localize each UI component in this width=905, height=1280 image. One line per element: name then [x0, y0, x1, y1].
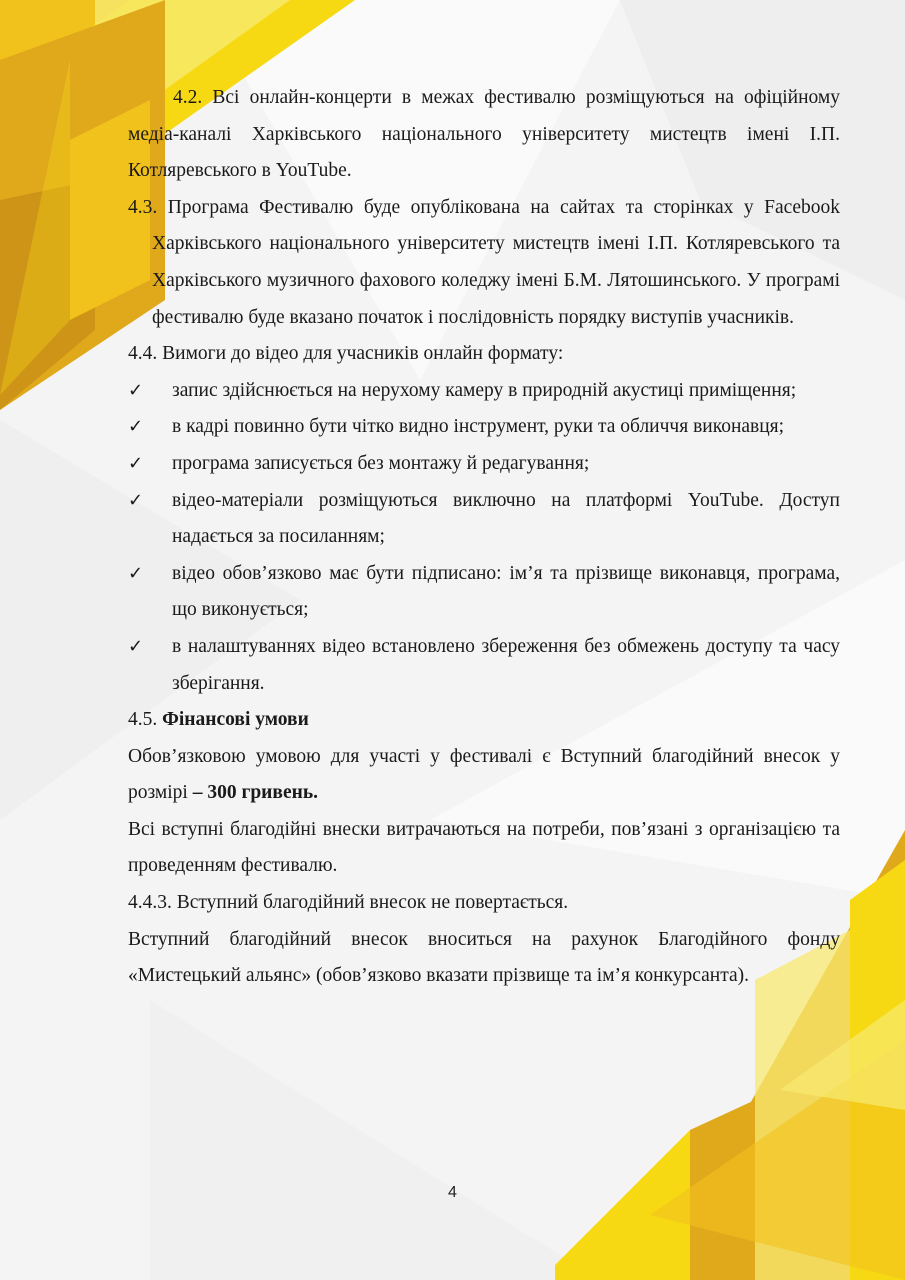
check-icon: ✓ — [128, 489, 144, 511]
check-icon: ✓ — [128, 562, 144, 584]
section-4-5-heading: 4.5. Фінансові умови — [128, 709, 309, 731]
check-icon: ✓ — [128, 416, 144, 438]
list-item: ✓ відео-матеріали розміщуються виключно на платформі YouTube. Доступ надається за посиланням; — [128, 483, 840, 556]
check-icon: ✓ — [128, 452, 144, 474]
fund-paragraph: Вступний благодійний внесок вноситься на рахунок Благодійного фонду «Мистецький альянс» (обов’язково вказати прізвище та ім’я конкурсанта). — [128, 928, 840, 987]
document-body — [128, 80, 840, 995]
list-item: ✓ запис здійснюється на нерухому камеру в природній акустиці приміщення; — [128, 373, 840, 410]
fee-amount: – 300 гривень. — [192, 782, 319, 804]
paragraph-4-4: 4.4. Вимоги до відео для учасників онлайн формату: — [128, 343, 564, 365]
fee-paragraph: Обов’язковою умовою для участі у фестивалі є Вступний благодійний внесок у розмірі – 300 гривень. — [128, 745, 840, 804]
paragraph-4-4-3: 4.4.3. Вступний благодійний внесок не повертається. — [128, 892, 569, 914]
list-item: ✓ відео обов’язково має бути підписано: ім’я та прізвище виконавця, програма, що виконується; — [128, 556, 840, 629]
fees-use-paragraph: Всі вступні благодійні внески витрачаються на потреби, пов’язані з організацією та проведенням фестивалю. — [128, 818, 840, 877]
requirements-list — [128, 373, 840, 702]
paragraph-4-3: 4.3. Програма Фестивалю буде опублікована на сайтах та сторінках у Facebook Харківського національного університету мистецтв імені І.П. Котляревського та Харківського музичного фахового коледжу імені Б.М. Лятошинського. У програмі фестивалю буде вказано початок і послідовність порядку виступів учасників. — [128, 196, 840, 328]
list-item: ✓ в налаштуваннях відео встановлено збереження без обмежень доступу та часу зберігання. — [128, 629, 840, 702]
list-item: ✓ програма записується без монтажу й редагування; — [128, 446, 840, 483]
list-item: ✓ в кадрі повинно бути чітко видно інструмент, руки та обличчя виконавця; — [128, 409, 840, 446]
page-number: 4 — [448, 1184, 457, 1201]
check-icon: ✓ — [128, 635, 144, 657]
paragraph-4-2: 4.2. Всі онлайн-концерти в межах фестивалю розміщуються на офіційному медіа-каналі Харківського національного університету мистецтв імені І.П. Котляревського в YouTube. — [128, 87, 840, 182]
check-icon: ✓ — [128, 379, 144, 401]
